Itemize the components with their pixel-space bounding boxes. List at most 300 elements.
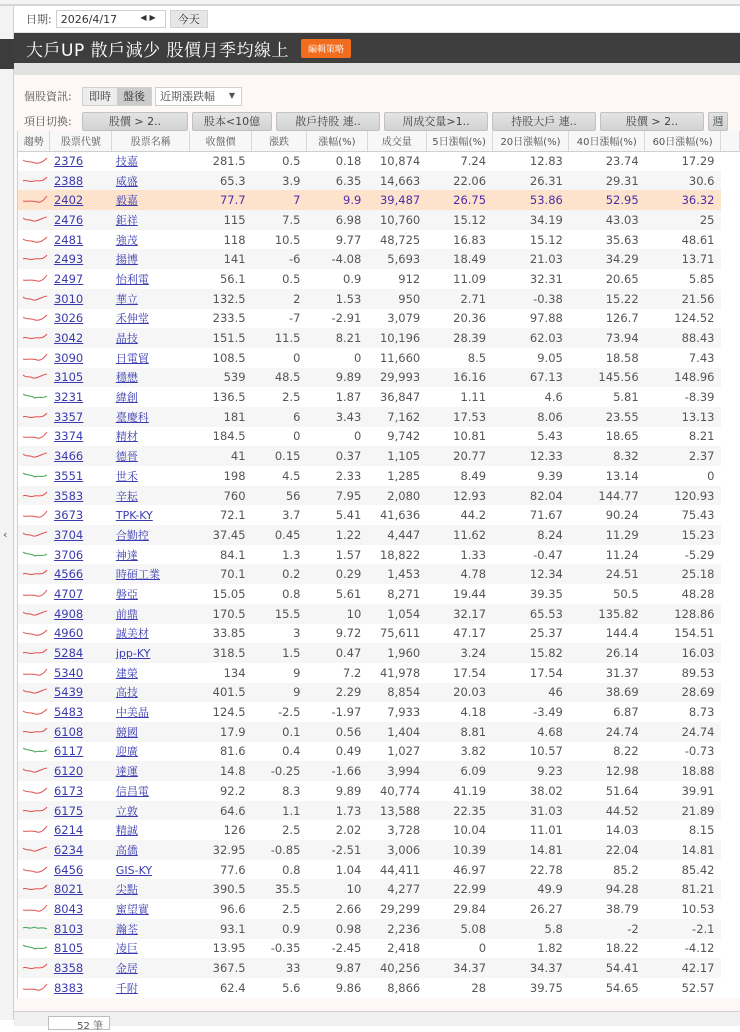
d40-cell: 52.95: [569, 190, 645, 210]
code-cell: [50, 210, 112, 230]
name-cell: [112, 899, 190, 919]
stock-code-link[interactable]: 4960: [53, 626, 84, 641]
trend-cell: [18, 919, 50, 939]
stock-name-link[interactable]: 穩懋: [115, 371, 138, 385]
sparkline-icon: [22, 765, 48, 775]
volume-cell: 1,960: [367, 643, 426, 663]
stock-code-link[interactable]: 3090: [53, 350, 84, 365]
d5-cell: 47.17: [426, 624, 492, 644]
table-row[interactable]: [18, 151, 740, 171]
switch-button-weekly-volume[interactable]: 周成交量>1..: [384, 112, 488, 131]
change-cell: -2.5: [252, 702, 307, 722]
volume-cell: 1,453: [367, 564, 426, 584]
filler-cell: [721, 899, 740, 919]
sparkline-icon: [22, 903, 48, 913]
sparkline-icon: [22, 529, 48, 539]
pct-cell: -1.97: [306, 702, 367, 722]
switch-button-capital[interactable]: 股本<10億: [192, 112, 272, 131]
volume-cell: 950: [367, 289, 426, 309]
table-row[interactable]: [18, 249, 740, 269]
sparkline-icon: [22, 864, 48, 874]
d60-cell: 48.28: [645, 584, 721, 604]
d5-cell: 1.33: [426, 545, 492, 565]
d60-cell: 148.96: [645, 368, 721, 388]
col-60d[interactable]: 60日漲幅(%): [645, 131, 721, 151]
col-pct[interactable]: 漲幅(%): [306, 131, 367, 151]
stock-name-link[interactable]: 揚博: [115, 253, 138, 267]
stock-name-link[interactable]: 華立: [115, 292, 138, 306]
stock-name-link[interactable]: 辛耘: [115, 489, 138, 503]
name-cell: [112, 643, 190, 663]
stock-code-link[interactable]: 2376: [53, 154, 84, 169]
date-prev-next-arrows-icon[interactable]: ◀▶: [140, 13, 159, 22]
stock-code-link[interactable]: 3026: [53, 311, 84, 326]
d60-cell: 128.86: [645, 604, 721, 624]
volume-cell: 2,418: [367, 939, 426, 959]
table-row[interactable]: [18, 643, 740, 663]
table-row[interactable]: [18, 407, 740, 427]
change-cell: -7: [252, 309, 307, 329]
name-cell: [112, 761, 190, 781]
table-row[interactable]: [18, 919, 740, 939]
realtime-tab[interactable]: 即時: [83, 88, 117, 105]
strategy-title: 大戶UP 散戶減少 股價月季均線上: [26, 40, 290, 61]
pct-cell: 1.04: [306, 860, 367, 880]
stock-name-link[interactable]: 凌巨: [115, 942, 138, 956]
table-row[interactable]: [18, 564, 740, 584]
table-row[interactable]: [18, 820, 740, 840]
stock-name-link[interactable]: 臺慶科: [115, 410, 149, 424]
change-cell: 8.3: [252, 781, 307, 801]
filler-cell: [721, 978, 740, 998]
stock-code-link[interactable]: 3010: [53, 291, 84, 306]
stock-name-link[interactable]: 精材: [115, 430, 138, 444]
code-cell: [50, 486, 112, 506]
d40-cell: 31.37: [569, 663, 645, 683]
d5-cell: 0: [426, 939, 492, 959]
d40-cell: 18.58: [569, 348, 645, 368]
table-row[interactable]: [18, 761, 740, 781]
trend-cell: [18, 545, 50, 565]
table-row[interactable]: [18, 525, 740, 545]
stock-name-link[interactable]: 建榮: [115, 666, 138, 680]
stock-code-link[interactable]: 8105: [53, 941, 84, 956]
table-row[interactable]: [18, 939, 740, 959]
close-cell: 401.5: [190, 683, 252, 703]
d40-cell: 22.04: [569, 840, 645, 860]
main-panel: [14, 6, 740, 1032]
d20-cell: 4.68: [492, 722, 569, 742]
stock-code-link[interactable]: 4566: [53, 567, 84, 582]
stock-name-link[interactable]: 怡利電: [115, 272, 149, 286]
table-row[interactable]: [18, 742, 740, 762]
stock-code-link[interactable]: 2481: [53, 232, 84, 247]
stock-name-link[interactable]: 神達: [115, 548, 138, 562]
col-change[interactable]: 漲跌: [252, 131, 307, 151]
stock-name-link[interactable]: 合勤控: [115, 528, 149, 542]
table-row[interactable]: [18, 269, 740, 289]
stock-code-link[interactable]: 3231: [53, 390, 84, 405]
switch-button-retail-holdings[interactable]: 散戶持股 連..: [276, 112, 380, 131]
close-cell: 64.6: [190, 801, 252, 821]
close-cell: 37.45: [190, 525, 252, 545]
table-row[interactable]: [18, 958, 740, 978]
table-row[interactable]: [18, 584, 740, 604]
table-row[interactable]: [18, 446, 740, 466]
col-code[interactable]: 股票代號: [50, 131, 112, 151]
stock-name-link[interactable]: jpp-KY: [115, 647, 151, 661]
switch-button-weekly[interactable]: 週: [708, 112, 728, 131]
stock-name-link[interactable]: 中美晶: [115, 706, 149, 720]
stock-code-link[interactable]: 3704: [53, 527, 84, 542]
after-hours-tab[interactable]: 盤後: [117, 88, 151, 105]
trend-cell: [18, 624, 50, 644]
trend-cell: [18, 348, 50, 368]
d40-cell: 18.65: [569, 427, 645, 447]
trend-cell: [18, 683, 50, 703]
stock-code-link[interactable]: 2476: [53, 212, 84, 227]
table-row[interactable]: [18, 624, 740, 644]
d60-cell: 120.93: [645, 486, 721, 506]
stock-name-link[interactable]: TPK-KY: [115, 509, 153, 523]
close-cell: 132.5: [190, 289, 252, 309]
d5-cell: 22.35: [426, 801, 492, 821]
stock-name-link[interactable]: 達運: [115, 765, 138, 779]
table-row[interactable]: [18, 171, 740, 191]
d20-cell: 62.03: [492, 328, 569, 348]
close-cell: 84.1: [190, 545, 252, 565]
stock-code-link[interactable]: 3466: [53, 449, 84, 464]
change-cell: 56: [252, 486, 307, 506]
close-cell: 77.6: [190, 860, 252, 880]
d60-cell: 28.69: [645, 683, 721, 703]
stock-name-link[interactable]: 信昌電: [115, 784, 149, 798]
stock-name-link[interactable]: 瀚荃: [115, 922, 138, 936]
stock-name-link[interactable]: 晶技: [115, 332, 138, 346]
stock-code-link[interactable]: 5340: [53, 665, 84, 680]
stock-name-link[interactable]: 立敦: [115, 804, 138, 818]
today-button[interactable]: 今天: [170, 10, 208, 28]
d60-cell: 14.81: [645, 840, 721, 860]
d5-cell: 46.97: [426, 860, 492, 880]
stock-name-link[interactable]: 世禾: [115, 469, 138, 483]
stock-code-link[interactable]: 5439: [53, 685, 84, 700]
trend-cell: [18, 289, 50, 309]
close-cell: 72.1: [190, 505, 252, 525]
table-row[interactable]: [18, 210, 740, 230]
stock-name-link[interactable]: 迎廣: [115, 745, 138, 759]
stock-name-link[interactable]: 日電貿: [115, 351, 149, 365]
table-row[interactable]: [18, 840, 740, 860]
stock-name-link[interactable]: 千附: [115, 981, 138, 995]
table-row[interactable]: [18, 505, 740, 525]
stock-name-link[interactable]: 競國: [115, 725, 138, 739]
stock-code-link[interactable]: 2388: [53, 173, 84, 188]
stock-name-link[interactable]: 精誠: [115, 824, 138, 838]
close-cell: 233.5: [190, 309, 252, 329]
volume-cell: 4,447: [367, 525, 426, 545]
d40-cell: 5.81: [569, 387, 645, 407]
volume-cell: 39,487: [367, 190, 426, 210]
code-cell: [50, 505, 112, 525]
sidebar-title-strip: [0, 39, 14, 69]
change-cell: 0: [252, 348, 307, 368]
stock-name-link[interactable]: 緯創: [115, 391, 138, 405]
d40-cell: 85.2: [569, 860, 645, 880]
name-cell: [112, 466, 190, 486]
stock-code-link[interactable]: 4908: [53, 606, 84, 621]
d5-cell: 11.09: [426, 269, 492, 289]
change-cell: 11.5: [252, 328, 307, 348]
table-row[interactable]: [18, 368, 740, 388]
table-row[interactable]: [18, 781, 740, 801]
name-cell: [112, 348, 190, 368]
d5-cell: 10.39: [426, 840, 492, 860]
stock-code-link[interactable]: 6456: [53, 862, 84, 877]
table-row[interactable]: [18, 879, 740, 899]
col-5d[interactable]: 5日漲幅(%): [426, 131, 492, 151]
d20-cell: 15.12: [492, 230, 569, 250]
stock-name-link[interactable]: 強茂: [115, 233, 138, 247]
change-cell: 2.5: [252, 899, 307, 919]
table-row[interactable]: [18, 466, 740, 486]
stock-code-link[interactable]: 5483: [53, 705, 84, 720]
trend-cell: [18, 801, 50, 821]
stock-name-link[interactable]: 禾伸堂: [115, 312, 149, 326]
stock-code-link[interactable]: 2493: [53, 252, 84, 267]
stock-code-link[interactable]: 8021: [53, 882, 84, 897]
stock-code-link[interactable]: 3551: [53, 468, 84, 483]
switch-button-price-2[interactable]: 股價 > 2..: [600, 112, 704, 131]
d5-cell: 17.54: [426, 663, 492, 683]
d40-cell: 43.03: [569, 210, 645, 230]
stock-code-link[interactable]: 6117: [53, 744, 84, 759]
table-row[interactable]: [18, 486, 740, 506]
code-cell: [50, 387, 112, 407]
filler-cell: [721, 604, 740, 624]
table-row[interactable]: [18, 190, 740, 210]
d40-cell: 44.52: [569, 801, 645, 821]
volume-cell: 3,994: [367, 761, 426, 781]
table-row[interactable]: [18, 545, 740, 565]
stock-code-link[interactable]: 6214: [53, 823, 84, 838]
pct-cell: 2.02: [306, 820, 367, 840]
d60-cell: 17.29: [645, 151, 721, 171]
stock-code-link[interactable]: 3105: [53, 370, 84, 385]
table-row[interactable]: [18, 683, 740, 703]
sparkline-icon: [22, 667, 48, 677]
stock-code-link[interactable]: 4707: [53, 586, 84, 601]
name-cell: [112, 604, 190, 624]
table-row[interactable]: [18, 663, 740, 683]
stock-name-link[interactable]: GIS-KY: [115, 863, 153, 877]
col-close[interactable]: 收盤價: [190, 131, 252, 151]
stock-code-link[interactable]: 6173: [53, 783, 84, 798]
stock-code-link[interactable]: 8383: [53, 980, 84, 995]
table-row[interactable]: [18, 899, 740, 919]
table-row[interactable]: [18, 309, 740, 329]
info-type-select[interactable]: [155, 87, 242, 106]
name-cell: [112, 702, 190, 722]
trend-cell: [18, 958, 50, 978]
change-cell: 2: [252, 289, 307, 309]
trend-cell: [18, 486, 50, 506]
stock-code-link[interactable]: 3357: [53, 409, 84, 424]
switch-button-price-1[interactable]: 股價 > 2..: [82, 112, 188, 131]
col-name[interactable]: 股票名稱: [112, 131, 190, 151]
close-cell: 184.5: [190, 427, 252, 447]
table-row[interactable]: [18, 860, 740, 880]
volume-cell: 1,285: [367, 466, 426, 486]
stock-code-link[interactable]: 3583: [53, 488, 84, 503]
stock-name-link[interactable]: 磐亞: [115, 587, 138, 601]
pct-cell: 0.9: [306, 269, 367, 289]
col-volume[interactable]: 成交量: [367, 131, 426, 151]
d60-cell: 30.6: [645, 171, 721, 191]
name-cell: [112, 978, 190, 998]
volume-cell: 8,271: [367, 584, 426, 604]
stock-code-link[interactable]: 8043: [53, 901, 84, 916]
sparkline-icon: [22, 883, 48, 893]
table-row[interactable]: [18, 978, 740, 998]
filler-cell: [721, 230, 740, 250]
d20-cell: 53.86: [492, 190, 569, 210]
d5-cell: 12.93: [426, 486, 492, 506]
d40-cell: 34.29: [569, 249, 645, 269]
stock-name-link[interactable]: 蜜望實: [115, 902, 149, 916]
sparkline-icon: [22, 490, 48, 500]
stock-code-link[interactable]: 5284: [53, 646, 84, 661]
stock-code-link[interactable]: 3042: [53, 331, 84, 346]
d5-cell: 16.83: [426, 230, 492, 250]
col-trend[interactable]: 趨勢: [18, 131, 50, 151]
pct-cell: 10: [306, 604, 367, 624]
stock-name-link[interactable]: 時碩工業: [115, 568, 160, 582]
stock-name-link[interactable]: 高僑: [115, 843, 138, 857]
chevron-left-icon[interactable]: ‹: [3, 528, 8, 541]
d60-cell: -2.1: [645, 919, 721, 939]
d20-cell: 65.53: [492, 604, 569, 624]
pct-cell: 9.87: [306, 958, 367, 978]
d5-cell: 10.81: [426, 427, 492, 447]
change-cell: 2.5: [252, 387, 307, 407]
stock-code-link[interactable]: 2402: [53, 193, 84, 208]
stock-code-link[interactable]: 6234: [53, 842, 84, 857]
d60-cell: -8.39: [645, 387, 721, 407]
sparkline-icon: [22, 982, 48, 992]
sparkline-icon: [22, 962, 48, 972]
pct-cell: 0.29: [306, 564, 367, 584]
stock-code-link[interactable]: 6175: [53, 803, 84, 818]
close-cell: 151.5: [190, 328, 252, 348]
d60-cell: 8.73: [645, 702, 721, 722]
stock-name-link[interactable]: 毅嘉: [115, 194, 138, 208]
stock-name-link[interactable]: 德晉: [115, 450, 138, 464]
d20-cell: 22.78: [492, 860, 569, 880]
filler-cell: [721, 407, 740, 427]
d5-cell: 7.24: [426, 151, 492, 171]
d5-cell: 20.03: [426, 683, 492, 703]
table-row[interactable]: [18, 604, 740, 624]
stock-name-link[interactable]: 技嘉: [115, 155, 138, 169]
stock-name-link[interactable]: 威盛: [115, 174, 138, 188]
table-row[interactable]: [18, 328, 740, 348]
d60-cell: 8.21: [645, 427, 721, 447]
trend-cell: [18, 860, 50, 880]
stock-code-link[interactable]: 3374: [53, 429, 84, 444]
name-cell: [112, 564, 190, 584]
stock-name-link[interactable]: 尖點: [115, 883, 138, 897]
trend-cell: [18, 151, 50, 171]
filler-cell: [721, 190, 740, 210]
trend-cell: [18, 505, 50, 525]
table-row[interactable]: [18, 289, 740, 309]
stock-code-link[interactable]: 6120: [53, 764, 84, 779]
trend-cell: [18, 761, 50, 781]
stock-code-link[interactable]: 8103: [53, 921, 84, 936]
volume-cell: 29,993: [367, 368, 426, 388]
code-cell: [50, 702, 112, 722]
table-row[interactable]: [18, 387, 740, 407]
volume-cell: 29,299: [367, 899, 426, 919]
filler-cell: [721, 505, 740, 525]
switch-button-major-holders[interactable]: 持股大戶 連..: [492, 112, 596, 131]
stock-code-link[interactable]: 3673: [53, 508, 84, 523]
pct-cell: 0: [306, 427, 367, 447]
stock-name-link[interactable]: 金居: [115, 962, 138, 976]
volume-cell: 18,822: [367, 545, 426, 565]
stock-code-link[interactable]: 3706: [53, 547, 84, 562]
stock-code-link[interactable]: 8358: [53, 961, 84, 976]
close-cell: 108.5: [190, 348, 252, 368]
change-cell: 0.4: [252, 742, 307, 762]
table-row[interactable]: [18, 230, 740, 250]
stock-code-link[interactable]: 6108: [53, 724, 84, 739]
sparkline-icon: [22, 745, 48, 755]
table-row[interactable]: [18, 801, 740, 821]
stock-code-link[interactable]: 2497: [53, 271, 84, 286]
code-cell: [50, 820, 112, 840]
volume-cell: 7,162: [367, 407, 426, 427]
change-cell: 4.5: [252, 466, 307, 486]
table-row[interactable]: [18, 722, 740, 742]
stock-name-link[interactable]: 前鼎: [115, 607, 138, 621]
stock-name-link[interactable]: 鉅祥: [115, 213, 138, 227]
table-row[interactable]: [18, 348, 740, 368]
stock-name-link[interactable]: 誠美材: [115, 627, 149, 641]
d60-cell: 39.91: [645, 781, 721, 801]
edit-strategy-button[interactable]: 編輯策略: [301, 39, 351, 58]
d20-cell: 12.33: [492, 446, 569, 466]
col-40d[interactable]: 40日漲幅(%): [569, 131, 645, 151]
trend-cell: [18, 879, 50, 899]
stock-name-link[interactable]: 高技: [115, 686, 138, 700]
d60-cell: 10.53: [645, 899, 721, 919]
close-cell: 115: [190, 210, 252, 230]
date-input[interactable]: [56, 10, 166, 28]
col-20d[interactable]: 20日漲幅(%): [492, 131, 569, 151]
table-row[interactable]: [18, 427, 740, 447]
volume-cell: 36,847: [367, 387, 426, 407]
d20-cell: 34.37: [492, 958, 569, 978]
close-cell: 96.6: [190, 899, 252, 919]
name-cell: [112, 368, 190, 388]
table-row[interactable]: [18, 702, 740, 722]
d20-cell: 25.37: [492, 624, 569, 644]
d20-cell: -3.49: [492, 702, 569, 722]
d40-cell: 38.69: [569, 683, 645, 703]
close-cell: 93.1: [190, 919, 252, 939]
